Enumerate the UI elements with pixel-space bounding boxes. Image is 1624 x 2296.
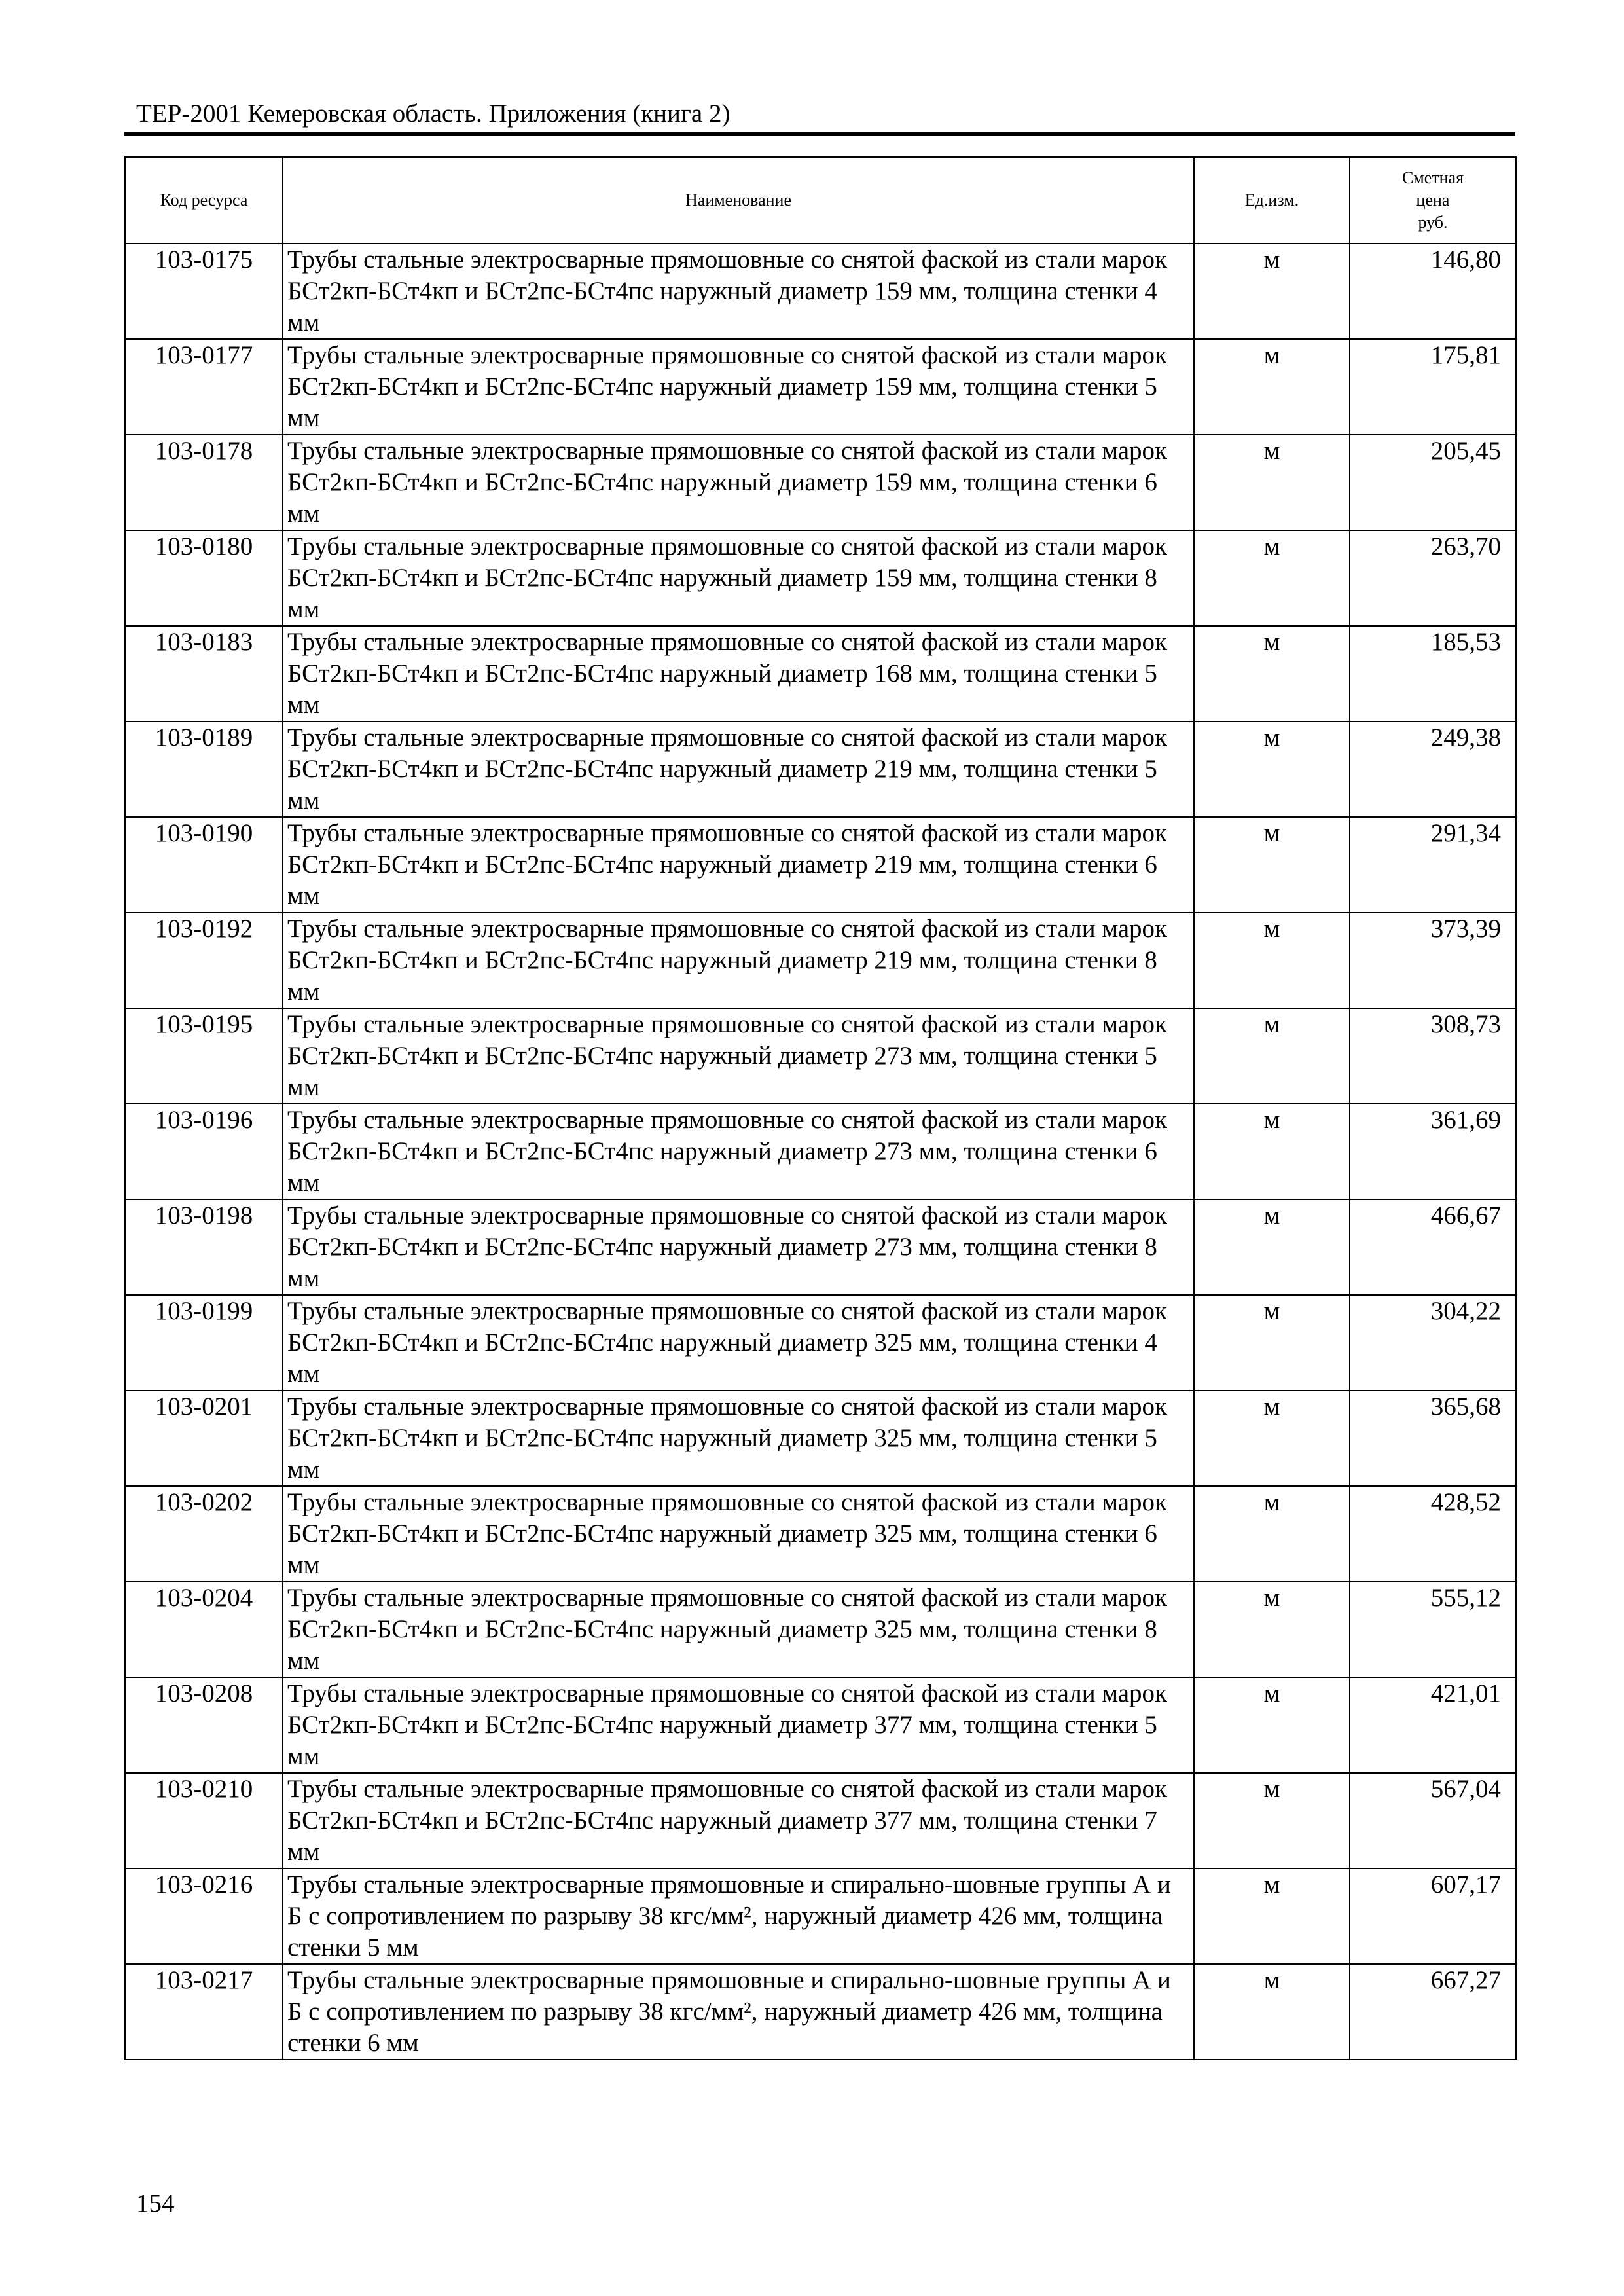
col-header-unit: Ед.изм. — [1194, 157, 1350, 244]
table-row — [125, 1295, 1516, 1391]
resource-code: 103-0195 — [125, 1008, 283, 1104]
resource-name: Трубы стальные электросварные прямошовные со снятой фаской из стали марок БСт2кп-БСт4кп и БСт2пс-БСт4пс наружный диаметр 159 мм, толщина стенки 5 мм — [283, 339, 1194, 435]
estimated-price: 249,38 — [1350, 721, 1516, 817]
table-row — [125, 1868, 1516, 1964]
price-header-line: руб. — [1418, 213, 1448, 232]
unit-of-measure: м — [1194, 1964, 1350, 2060]
table-row — [125, 1773, 1516, 1868]
resource-code: 103-0177 — [125, 339, 283, 435]
resource-code: 103-0204 — [125, 1582, 283, 1677]
resource-code: 103-0199 — [125, 1295, 283, 1391]
table-row — [125, 1391, 1516, 1486]
unit-of-measure: м — [1194, 530, 1350, 626]
resource-name: Трубы стальные электросварные прямошовные со снятой фаской из стали марок БСт2кп-БСт4кп и БСт2пс-БСт4пс наружный диаметр 325 мм, толщина стенки 5 мм — [283, 1391, 1194, 1486]
unit-of-measure: м — [1194, 1773, 1350, 1868]
resource-code: 103-0198 — [125, 1199, 283, 1295]
resource-name: Трубы стальные электросварные прямошовные со снятой фаской из стали марок БСт2кп-БСт4кп и БСт2пс-БСт4пс наружный диаметр 325 мм, толщина стенки 4 мм — [283, 1295, 1194, 1391]
table-row — [125, 1677, 1516, 1773]
table-row — [125, 1008, 1516, 1104]
table-row — [125, 530, 1516, 626]
price-header-line: Сметная — [1401, 168, 1464, 187]
resource-name: Трубы стальные электросварные прямошовные со снятой фаской из стали марок БСт2кп-БСт4кп и БСт2пс-БСт4пс наружный диаметр 219 мм, толщина стенки 6 мм — [283, 817, 1194, 913]
unit-of-measure: м — [1194, 817, 1350, 913]
table-header-row — [125, 157, 1516, 244]
estimated-price: 304,22 — [1350, 1295, 1516, 1391]
estimated-price: 175,81 — [1350, 339, 1516, 435]
estimated-price: 421,01 — [1350, 1677, 1516, 1773]
estimated-price: 205,45 — [1350, 435, 1516, 530]
unit-of-measure: м — [1194, 1486, 1350, 1582]
unit-of-measure: м — [1194, 1104, 1350, 1199]
estimated-price: 667,27 — [1350, 1964, 1516, 2060]
resource-name: Трубы стальные электросварные прямошовные со снятой фаской из стали марок БСт2кп-БСт4кп и БСт2пс-БСт4пс наружный диаметр 159 мм, толщина стенки 4 мм — [283, 244, 1194, 339]
resource-name: Трубы стальные электросварные прямошовные со снятой фаской из стали марок БСт2кп-БСт4кп и БСт2пс-БСт4пс наружный диаметр 219 мм, толщина стенки 5 мм — [283, 721, 1194, 817]
estimated-price: 146,80 — [1350, 244, 1516, 339]
resource-name: Трубы стальные электросварные прямошовные и спирально-шовные группы А и Б с сопротивлением по разрыву 38 кгс/мм², наружный диаметр 426 мм, толщина стенки 6 мм — [283, 1964, 1194, 2060]
estimated-price: 373,39 — [1350, 913, 1516, 1008]
running-header — [124, 92, 1515, 136]
estimated-price: 308,73 — [1350, 1008, 1516, 1104]
table-row — [125, 1964, 1516, 2060]
resource-name: Трубы стальные электросварные прямошовные со снятой фаской из стали марок БСт2кп-БСт4кп и БСт2пс-БСт4пс наружный диаметр 377 мм, толщина стенки 7 мм — [283, 1773, 1194, 1868]
estimated-price: 291,34 — [1350, 817, 1516, 913]
resource-name: Трубы стальные электросварные прямошовные со снятой фаской из стали марок БСт2кп-БСт4кп и БСт2пс-БСт4пс наружный диаметр 273 мм, толщина стенки 8 мм — [283, 1199, 1194, 1295]
resource-name: Трубы стальные электросварные прямошовные со снятой фаской из стали марок БСт2кп-БСт4кп и БСт2пс-БСт4пс наружный диаметр 219 мм, толщина стенки 8 мм — [283, 913, 1194, 1008]
resource-name: Трубы стальные электросварные прямошовные со снятой фаской из стали марок БСт2кп-БСт4кп и БСт2пс-БСт4пс наружный диаметр 377 мм, толщина стенки 5 мм — [283, 1677, 1194, 1773]
resource-code: 103-0216 — [125, 1868, 283, 1964]
unit-of-measure: м — [1194, 1391, 1350, 1486]
resource-name: Трубы стальные электросварные прямошовные со снятой фаской из стали марок БСт2кп-БСт4кп и БСт2пс-БСт4пс наружный диаметр 273 мм, толщина стенки 6 мм — [283, 1104, 1194, 1199]
unit-of-measure: м — [1194, 1677, 1350, 1773]
estimated-price: 567,04 — [1350, 1773, 1516, 1868]
table-row — [125, 435, 1516, 530]
estimated-price: 466,67 — [1350, 1199, 1516, 1295]
table-row — [125, 817, 1516, 913]
resource-code: 103-0180 — [125, 530, 283, 626]
estimated-price: 428,52 — [1350, 1486, 1516, 1582]
unit-of-measure: м — [1194, 244, 1350, 339]
resource-name: Трубы стальные электросварные прямошовные со снятой фаской из стали марок БСт2кп-БСт4кп и БСт2пс-БСт4пс наружный диаметр 325 мм, толщина стенки 8 мм — [283, 1582, 1194, 1677]
resource-code: 103-0183 — [125, 626, 283, 721]
estimated-price: 263,70 — [1350, 530, 1516, 626]
unit-of-measure: м — [1194, 626, 1350, 721]
resource-code: 103-0175 — [125, 244, 283, 339]
resource-name: Трубы стальные электросварные прямошовные со снятой фаской из стали марок БСт2кп-БСт4кп и БСт2пс-БСт4пс наружный диаметр 273 мм, толщина стенки 5 мм — [283, 1008, 1194, 1104]
resource-name: Трубы стальные электросварные прямошовные со снятой фаской из стали марок БСт2кп-БСт4кп и БСт2пс-БСт4пс наружный диаметр 325 мм, толщина стенки 6 мм — [283, 1486, 1194, 1582]
estimated-price: 365,68 — [1350, 1391, 1516, 1486]
resource-name: Трубы стальные электросварные прямошовные со снятой фаской из стали марок БСт2кп-БСт4кп и БСт2пс-БСт4пс наружный диаметр 159 мм, толщина стенки 6 мм — [283, 435, 1194, 530]
resource-price-table — [124, 156, 1517, 2060]
table-row — [125, 339, 1516, 435]
table-row — [125, 1486, 1516, 1582]
table-row — [125, 1104, 1516, 1199]
table-row — [125, 721, 1516, 817]
unit-of-measure: м — [1194, 1582, 1350, 1677]
resource-code: 103-0192 — [125, 913, 283, 1008]
unit-of-measure: м — [1194, 1295, 1350, 1391]
resource-name: Трубы стальные электросварные прямошовные и спирально-шовные группы А и Б с сопротивлением по разрыву 38 кгс/мм², наружный диаметр 426 мм, толщина стенки 5 мм — [283, 1868, 1194, 1964]
resource-code: 103-0201 — [125, 1391, 283, 1486]
header-title: ТЕР-2001 Кемеровская область. Приложения (книга 2) — [136, 100, 731, 128]
estimated-price: 361,69 — [1350, 1104, 1516, 1199]
price-header-line: цена — [1416, 191, 1450, 210]
estimated-price: 185,53 — [1350, 626, 1516, 721]
unit-of-measure: м — [1194, 721, 1350, 817]
unit-of-measure: м — [1194, 1008, 1350, 1104]
table-row — [125, 244, 1516, 339]
table-row — [125, 1199, 1516, 1295]
unit-of-measure: м — [1194, 1868, 1350, 1964]
resource-code: 103-0190 — [125, 817, 283, 913]
resource-code: 103-0210 — [125, 1773, 283, 1868]
col-header-code: Код ресурса — [125, 157, 283, 244]
col-header-name: Наименование — [283, 157, 1194, 244]
resource-code: 103-0208 — [125, 1677, 283, 1773]
unit-of-measure: м — [1194, 435, 1350, 530]
resource-name: Трубы стальные электросварные прямошовные со снятой фаской из стали марок БСт2кп-БСт4кп и БСт2пс-БСт4пс наружный диаметр 168 мм, толщина стенки 5 мм — [283, 626, 1194, 721]
resource-code: 103-0202 — [125, 1486, 283, 1582]
table-row — [125, 913, 1516, 1008]
resource-name: Трубы стальные электросварные прямошовные со снятой фаской из стали марок БСт2кп-БСт4кп и БСт2пс-БСт4пс наружный диаметр 159 мм, толщина стенки 8 мм — [283, 530, 1194, 626]
unit-of-measure: м — [1194, 913, 1350, 1008]
resource-code: 103-0196 — [125, 1104, 283, 1199]
table-row — [125, 626, 1516, 721]
estimated-price: 607,17 — [1350, 1868, 1516, 1964]
resource-code: 103-0178 — [125, 435, 283, 530]
table-row — [125, 1582, 1516, 1677]
unit-of-measure: м — [1194, 339, 1350, 435]
estimated-price: 555,12 — [1350, 1582, 1516, 1677]
resource-code: 103-0217 — [125, 1964, 283, 2060]
page-number: 154 — [136, 2189, 175, 2217]
resource-code: 103-0189 — [125, 721, 283, 817]
unit-of-measure: м — [1194, 1199, 1350, 1295]
col-header-price — [1350, 157, 1516, 244]
